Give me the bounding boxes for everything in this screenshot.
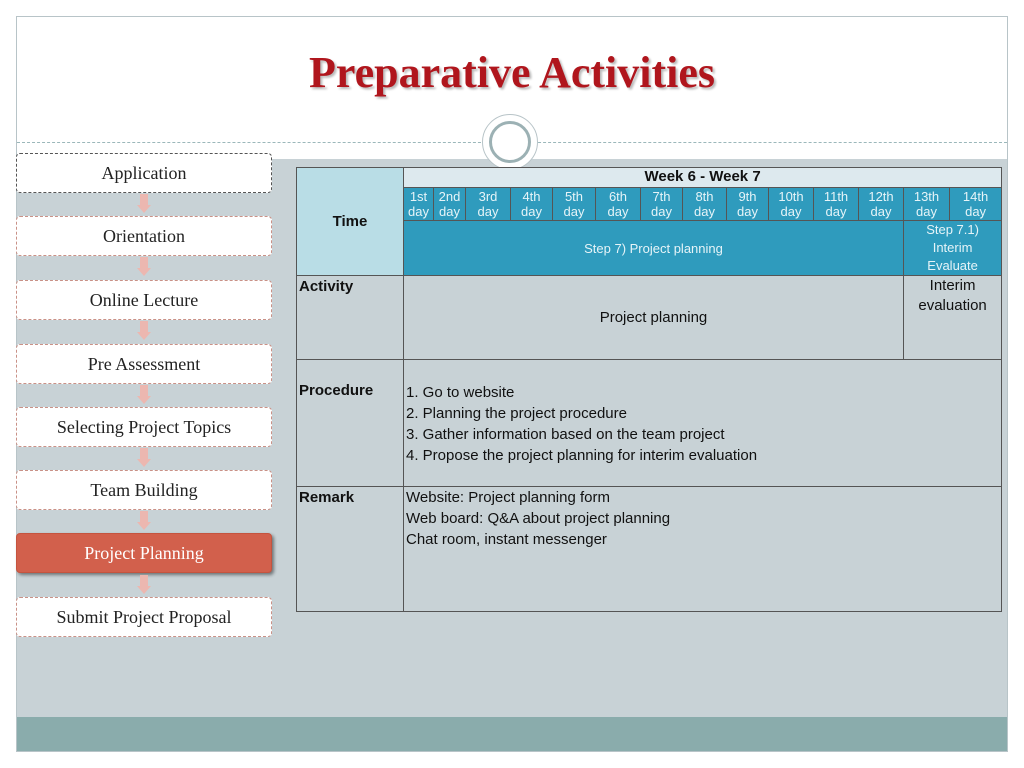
slide-title: Preparative Activities [308,48,716,97]
day-header: 4th day [511,188,553,221]
down-arrow-icon [137,194,151,214]
procedure-item: 4. Propose the project planning for interim evaluation [406,447,758,464]
step-interim: Step 7.1) Interim Evaluate [904,221,1002,276]
flow-step-orientation: Orientation [16,216,272,256]
down-arrow-icon [137,321,151,341]
flow-step-pre-assessment: Pre Assessment [16,344,272,384]
day-header: 13th day [904,188,950,221]
footer-bar [17,717,1007,751]
day-header: 14th day [950,188,1002,221]
flow-step-application: Application [16,153,272,193]
day-header: 2nd day [434,188,466,221]
down-arrow-icon [137,385,151,405]
down-arrow-icon [137,511,151,531]
procedure-item: 1. Go to website [406,384,515,401]
remark-item: Web board: Q&A about project planning [406,510,671,527]
flow-step-project-planning: Project Planning [16,533,272,573]
flow-step-team-building: Team Building [16,470,272,510]
time-label: Time [297,168,404,276]
activity-interim: Interim evaluation [904,276,1002,360]
procedure-item: 3. Gather information based on the team project [406,426,725,443]
activity-label: Activity [297,276,404,360]
activity-main: Project planning [404,276,904,360]
day-header: 10th day [769,188,814,221]
week-header: Week 6 - Week 7 [404,168,1002,188]
schedule-table [296,167,1002,612]
remark-item: Chat room, instant messenger [406,531,607,548]
flow-step-selecting-project-topics: Selecting Project Topics [16,407,272,447]
remark-label: Remark [297,487,404,612]
remark-item: Website: Project planning form [406,489,610,506]
step-main: Step 7) Project planning [404,221,904,276]
day-header: 11th day [814,188,859,221]
day-header: 6th day [596,188,641,221]
procedure-item: 2. Planning the project procedure [406,405,627,422]
day-header: 3rd day [466,188,511,221]
day-header: 5th day [553,188,596,221]
flow-step-online-lecture: Online Lecture [16,280,272,320]
day-header: 12th day [859,188,904,221]
down-arrow-icon [137,257,151,277]
remark-list [404,487,1002,612]
procedure-label: Procedure [297,360,404,487]
day-header: 1st day [404,188,434,221]
down-arrow-icon [137,448,151,468]
flow-step-submit-project-proposal: Submit Project Proposal [16,597,272,637]
down-arrow-icon [137,575,151,595]
decorative-ring-icon [482,114,538,170]
day-header: 9th day [727,188,769,221]
day-header: 8th day [683,188,727,221]
day-header: 7th day [641,188,683,221]
procedure-list [404,360,1002,487]
